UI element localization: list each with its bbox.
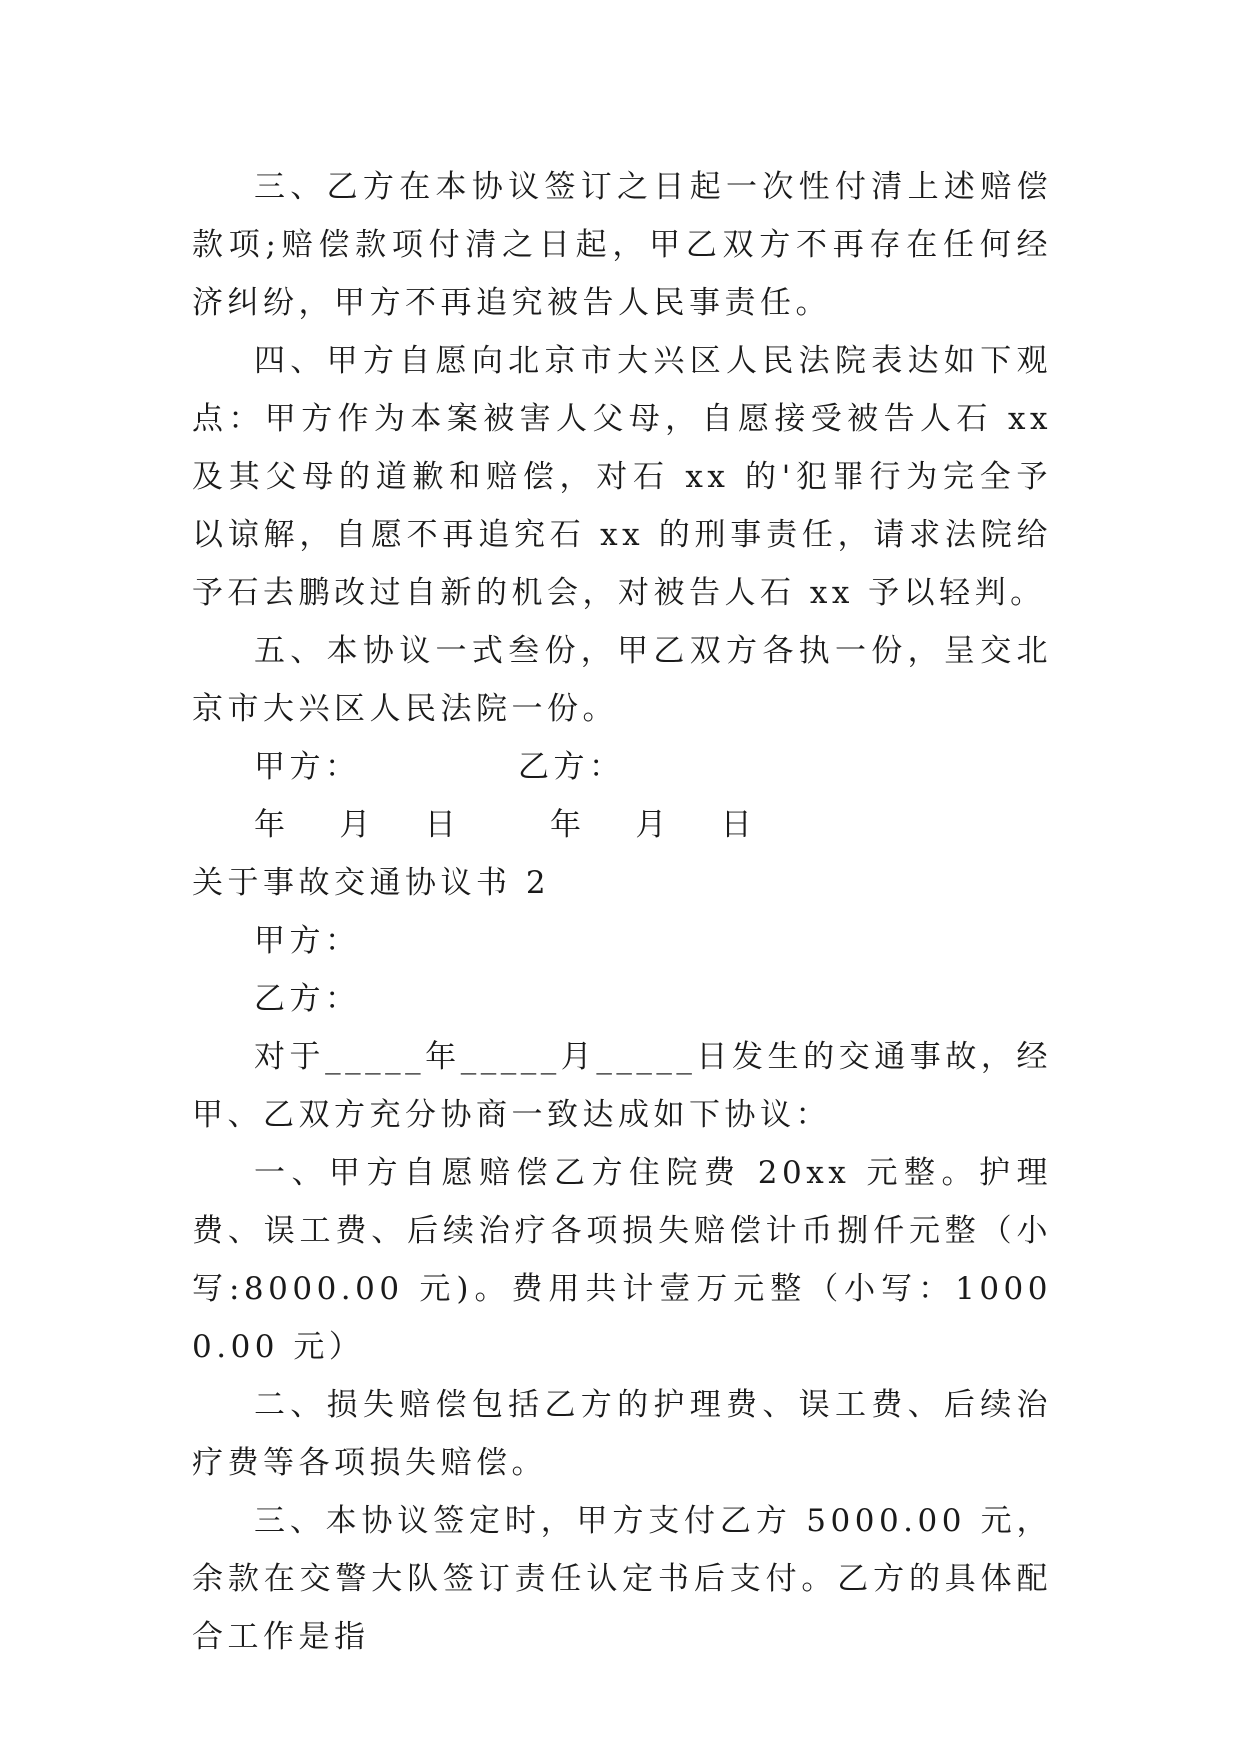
party-b-signature-label: 乙方： — [518, 749, 625, 785]
paragraph-clause-4: 四、甲方自愿向北京市大兴区人民法院表达如下观点：甲方作为本案被害人父母，自愿接受被告人石 xx 及其父母的道歉和赔偿，对石 xx 的'犯罪行为完全予以谅解，自愿不再追究石 xx 的刑事责任，请求法院给予石去鹏改过自新的机会，对被告人石 xx 予以轻判。 — [192, 343, 1067, 611]
document-body — [192, 158, 1067, 1666]
party-a-signature-label: 甲方： — [254, 749, 361, 785]
paragraph-item-1: 一、甲方自愿赔偿乙方住院费 20xx 元整。护理费、误工费、后续治疗各项损失赔偿计币捌仟元整（小写:8000.00 元)。费用共计壹万元整（小写：10000.00 元） — [192, 1155, 1052, 1365]
paragraph-item-3: 三、本协议签定时，甲方支付乙方 5000.00 元，余款在交警大队签订责任认定书后支付。乙方的具体配合工作是指 — [192, 1503, 1052, 1655]
signature-row — [192, 738, 1052, 796]
party-a-date: 年 月 日 — [254, 807, 461, 843]
paragraph-item-2: 二、损失赔偿包括乙方的护理费、误工费、后续治疗费等各项损失赔偿。 — [192, 1387, 1052, 1481]
date-row — [192, 796, 1052, 854]
section2-party-a: 甲方： — [254, 923, 361, 959]
paragraph-intro: 对于_____年_____月_____日发生的交通事故，经甲、乙双方充分协商一致达成如下协议： — [192, 1039, 1052, 1133]
paragraph-clause-3: 三、乙方在本协议签订之日起一次性付清上述赔偿款项;赔偿款项付清之日起，甲乙双方不再存在任何经济纠纷，甲方不再追究被告人民事责任。 — [192, 169, 1052, 321]
party-b-date: 年 月 日 — [550, 807, 757, 843]
section2-party-b: 乙方： — [254, 981, 361, 1017]
section-title: 关于事故交通协议书 2 — [192, 865, 551, 901]
paragraph-clause-5: 五、本协议一式叁份，甲乙双方各执一份，呈交北京市大兴区人民法院一份。 — [192, 633, 1052, 727]
